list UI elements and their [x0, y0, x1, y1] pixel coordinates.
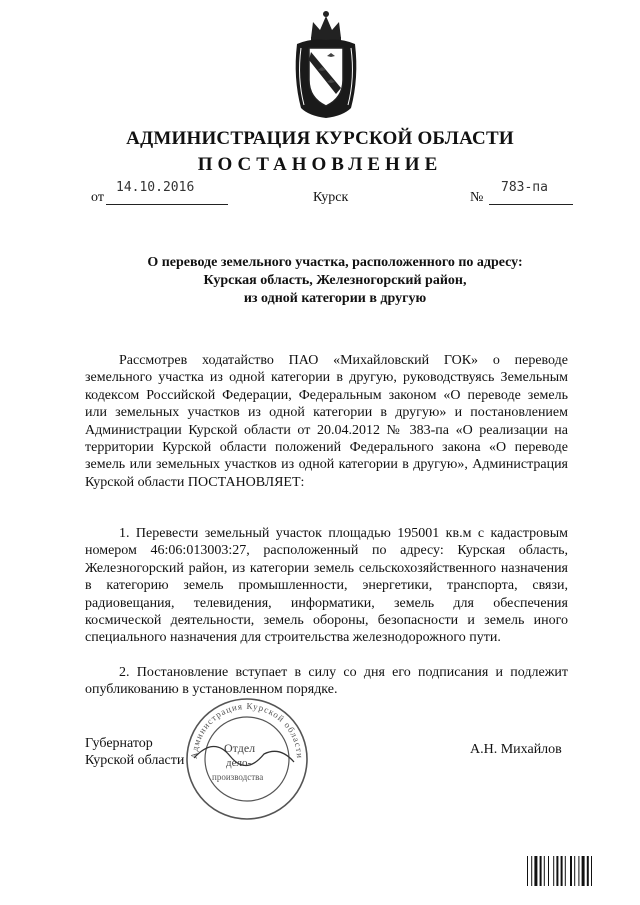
barcode-icon	[527, 856, 615, 886]
signatory-title	[85, 735, 184, 769]
barcode-bar	[534, 856, 537, 886]
document-type: ПОСТАНОВЛЕНИЕ	[197, 154, 443, 175]
signatory-title-line-1: Губернатор	[85, 736, 153, 751]
barcode-bar	[527, 856, 528, 886]
barcode-bar	[544, 856, 545, 886]
document-date: 14.10.2016	[116, 180, 195, 195]
resolution-item-2: 2. Постановление вступает в силу со дня его подписания и подлежит опубликованию в установленном порядке.	[85, 665, 568, 698]
barcode-bar	[591, 856, 592, 886]
preamble-paragraph: Рассмотрев ходатайство ПАО «Михайловский ГОК» о переводе земельного участка из одной категории в другую, руководствуясь Земельным кодексом Российской Федерации, Федеральным законом «О переводе земель или земельных участков из одной категории в другую» и постановлением Администрации Курской области от 20.04.2012 № 383-па «О реализации на территории Курской области положений Федерального закона «О переводе земель или земельных участков из одной категории в другую», Администрация Курской области ПОСТАНОВЛЯЕТ:	[85, 353, 568, 490]
barcode-bar	[561, 856, 563, 886]
document-number: 783-па	[501, 180, 548, 195]
barcode-bar	[574, 856, 575, 886]
subject-line-1: О переводе земельного участка, расположенного по адресу:	[147, 255, 523, 270]
signatory-title-line-2: Курской области	[85, 753, 185, 768]
number-sign: №	[470, 190, 484, 205]
stamp-center-line-2: дело-	[226, 757, 252, 769]
barcode-bar	[570, 856, 572, 886]
issuing-authority: АДМИНИСТРАЦИЯ КУРСКОЙ ОБЛАСТИ	[126, 128, 514, 149]
document-meta-line	[0, 182, 640, 212]
coat-of-arms-icon	[289, 8, 363, 120]
stamp-center-line-1: Отдел	[224, 741, 256, 755]
resolution-item-1: 1. Перевести земельный участок площадью 195001 кв.м с кадастровым номером 46:06:013003:27, расположенный по адресу: Курская область, Железногорский район, из категории земель сельскохозяйственного назначения в категорию земель промышленности, энергетики, транспорта, связи, радиовещания, телевидения, информатики, земель для обеспечения космической деятельности, земель обороны, безопасности и земель иного специального назначения для строительства железнодорожного пути.	[85, 526, 568, 646]
stamp-ring-text: Администрация Курской области	[188, 700, 306, 760]
barcode-bar	[556, 856, 558, 886]
stamp-center-line-3: производства	[212, 772, 264, 782]
barcode-bar	[548, 856, 549, 886]
barcode-bar	[553, 856, 554, 886]
subject-line-2: Курская область, Железногорский район,	[203, 273, 467, 288]
number-field	[489, 182, 573, 205]
city-label: Курск	[313, 190, 349, 205]
barcode-bar	[578, 856, 579, 886]
barcode-bar	[531, 856, 532, 886]
date-field	[106, 182, 228, 205]
official-stamp-icon	[184, 696, 310, 822]
barcode-bar	[540, 856, 542, 886]
date-prefix: от	[91, 190, 104, 205]
barcode-bar	[587, 856, 589, 886]
barcode-bar	[582, 856, 585, 886]
signatory-name: А.Н. Михайлов	[470, 742, 562, 757]
document-subject	[80, 254, 590, 308]
subject-line-3: из одной категории в другую	[243, 291, 427, 306]
barcode-bar	[565, 856, 566, 886]
